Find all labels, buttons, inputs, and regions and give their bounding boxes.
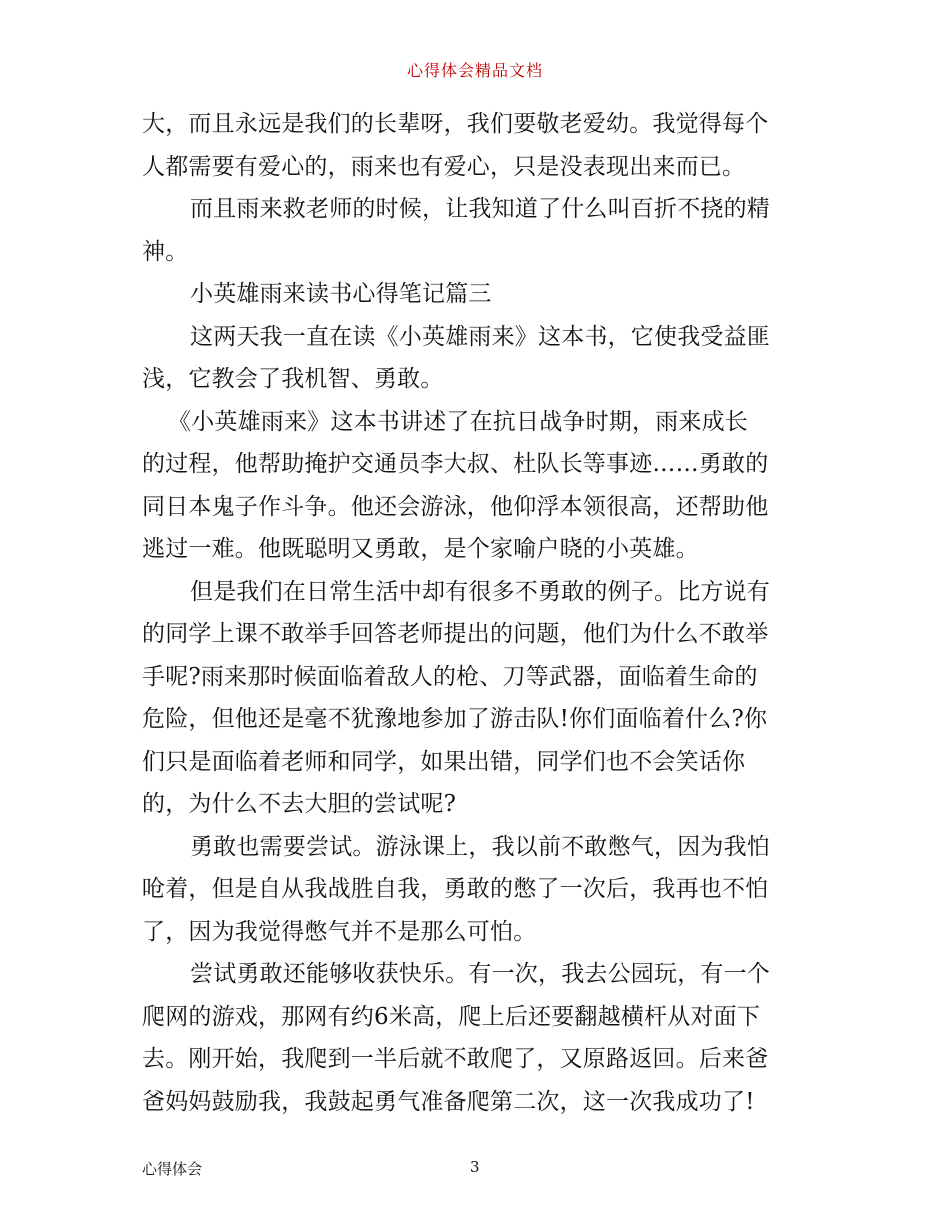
section-heading: 小英雄雨来读书心得笔记篇三 bbox=[190, 281, 492, 307]
text-line: 的同学上课不敢举手回答老师提出的问题，他们为什么不敢举 bbox=[142, 621, 769, 647]
text-line: 人都需要有爱心的，雨来也有爱心，只是没表现出来而已。 bbox=[142, 153, 746, 180]
text-line: 危险，但他还是毫不犹豫地参加了游击队!你们面临着什么?你 bbox=[142, 706, 768, 732]
text-line: 们只是面临着老师和同学，如果出错，同学们也不会笑话你 bbox=[142, 748, 746, 775]
text-line: 神。 bbox=[142, 238, 189, 265]
text-line: 的过程，他帮助掩护交通员李大叔、杜队长等事迹……勇敢的 bbox=[142, 451, 769, 477]
text-line: 同日本鬼子作斗争。他还会游泳，他仰浮本领很高，还帮助他 bbox=[142, 493, 769, 520]
text-line: 尝试勇敢还能够收获快乐。有一次，我去公园玩，有一个 bbox=[190, 961, 770, 987]
text-line: 去。刚开始，我爬到一半后就不敢爬了，又原路返回。后来爸 bbox=[142, 1046, 769, 1072]
text-line: 爸妈妈鼓励我，我鼓起勇气准备爬第二次，这一次我成功了! bbox=[142, 1088, 755, 1115]
text-line: 了，因为我觉得憋气并不是那么可怕。 bbox=[142, 918, 537, 945]
page-header-title: 心得体会精品文档 bbox=[406, 61, 543, 80]
text-line: 爬网的游戏，那网有约6米高，爬上后还要翻越横杆从对面下 bbox=[142, 1003, 761, 1030]
text-line: 浅，它教会了我机智、勇敢。 bbox=[142, 366, 444, 392]
text-line: 逃过一难。他既聪明又勇敢，是个家喻户晓的小英雄。 bbox=[142, 536, 699, 562]
footer-label: 心得体会 bbox=[142, 1160, 203, 1178]
page-number: 3 bbox=[470, 1158, 480, 1176]
text-line: 勇敢也需要尝试。游泳课上，我以前不敢憋气，因为我怕 bbox=[190, 833, 770, 860]
text-line: 而且雨来救老师的时候，让我知道了什么叫百折不挠的精 bbox=[190, 196, 770, 222]
text-line: 的，为什么不去大胆的尝试呢? bbox=[142, 791, 457, 817]
text-line: 手呢?雨来那时候面临着敌人的枪、刀等武器，面临着生命的 bbox=[142, 663, 758, 690]
text-line: 这两天我一直在读《小英雄雨来》这本书，它使我受益匪 bbox=[190, 323, 770, 350]
text-line: 大，而且永远是我们的长辈呀，我们要敬老爱幼。我觉得每个 bbox=[142, 111, 769, 137]
text-line: 《小英雄雨来》这本书讲述了在抗日战争时期，雨来成长 bbox=[168, 408, 748, 435]
document-body bbox=[142, 103, 812, 1123]
text-line: 呛着，但是自从我战胜自我，勇敢的憋了一次后，我再也不怕 bbox=[142, 876, 769, 902]
text-line: 但是我们在日常生活中却有很多不勇敢的例子。比方说有 bbox=[190, 578, 770, 605]
